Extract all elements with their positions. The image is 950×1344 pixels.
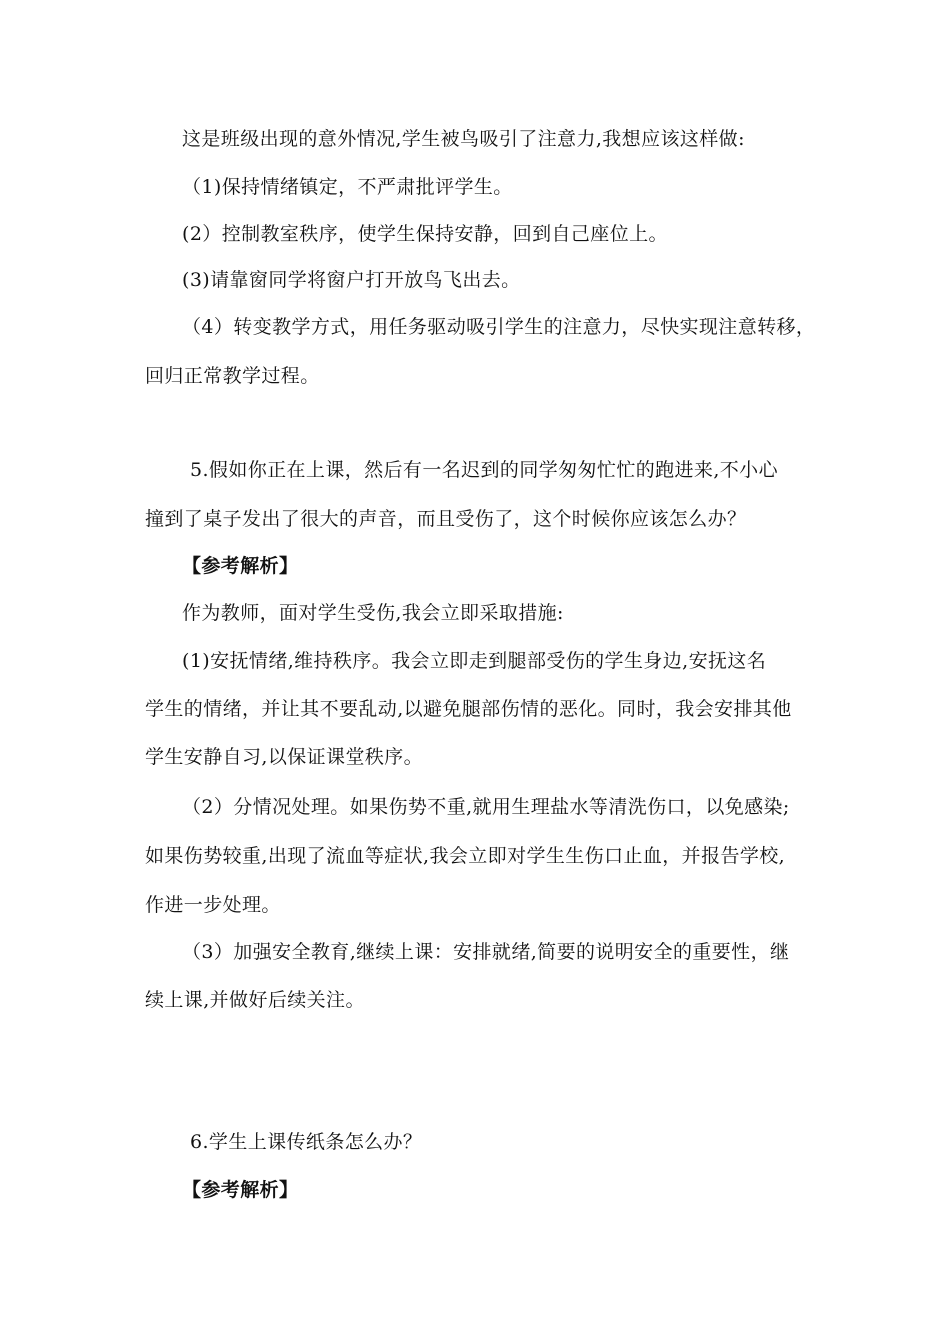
answer-5-item-1: (1)安抚情绪,维持秩序。我会立即走到腿部受伤的学生身边,安抚这名 — [182, 650, 767, 672]
answer-5-item-1-cont2: 学生安静自习,以保证课堂秩序。 — [145, 746, 424, 768]
question-5-cont: 撞到了桌子发出了很大的声音，而且受伤了，这个时候你应该怎么办？ — [145, 508, 747, 530]
answer-5-item-3-cont: 续上课,并做好后续关注。 — [145, 989, 365, 1011]
paragraph-intro: 这是班级出现的意外情况,学生被鸟吸引了注意力,我想应该这样做: — [182, 128, 745, 150]
reference-heading-6: 【参考解析】 — [182, 1179, 299, 1201]
answer-5-item-2: （2）分情况处理。如果伤势不重,就用生理盐水等清洗伤口，以免感染; — [182, 796, 790, 818]
answer-5-item-3: （3）加强安全教育,继续上课：安排就绪,简要的说明安全的重要性，继 — [182, 941, 790, 963]
list-item-4-cont: 回归正常教学过程。 — [145, 365, 320, 387]
question-6: 6.学生上课传纸条怎么办？ — [190, 1131, 423, 1153]
list-item-3: (3)请靠窗同学将窗户打开放鸟飞出去。 — [182, 269, 521, 291]
answer-5-item-2-cont2: 作进一步处理。 — [145, 894, 281, 916]
list-item-1: （1)保持情绪镇定，不严肃批评学生。 — [182, 176, 513, 198]
reference-heading-5: 【参考解析】 — [182, 555, 299, 577]
question-5: 5.假如你正在上课，然后有一名迟到的同学匆匆忙忙的跑进来,不小心 — [190, 459, 778, 481]
list-item-4: （4）转变教学方式，用任务驱动吸引学生的注意力，尽快实现注意转移， — [182, 316, 816, 338]
answer-5-item-1-cont: 学生的情绪，并让其不要乱动,以避免腿部伤情的恶化。同时，我会安排其他 — [145, 698, 792, 720]
answer-5-item-2-cont: 如果伤势较重,出现了流血等症状,我会立即对学生生伤口止血，并报告学校, — [145, 845, 786, 867]
list-item-2: (2）控制教室秩序，使学生保持安静，回到自己座位上。 — [182, 223, 668, 245]
answer-5-intro: 作为教师，面对学生受伤,我会立即采取措施: — [182, 602, 564, 624]
